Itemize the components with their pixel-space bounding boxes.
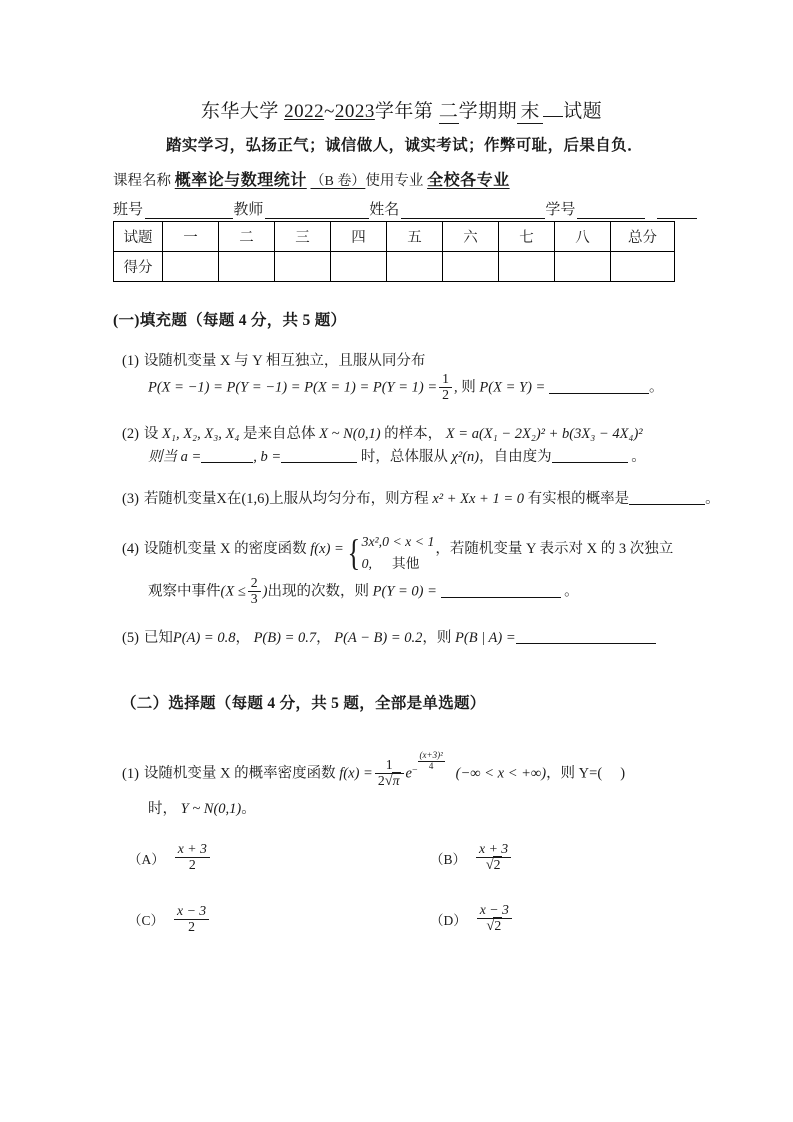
question-1-3-number: (3) [122,491,139,508]
q2-1-text-a: 设随机变量 X 的概率密度函数 [143,765,336,782]
class-field[interactable] [145,203,233,219]
q2-from: 是来自总体 [243,426,316,443]
question-1-3 [113,488,720,510]
column-header-5: 五 [387,222,443,252]
q2-a-label: 则当 a = [148,448,202,465]
q4-ask: P(Y = 0) = [372,583,437,600]
q2-1-exp-numerator: (x+3)² [419,750,443,761]
q4-case-2-value: 0, [361,556,372,572]
major-value: 全校各专业 [427,172,510,189]
question-1-4-line-2 [122,576,680,607]
question-1-2-line-1 [122,423,680,445]
paper-label: 试题 [563,101,603,122]
choice-row-ab [122,842,680,874]
choice-b-fraction [476,842,511,874]
q2-1-close-paren: ) [620,765,626,782]
q1-py-neg1: P(Y = −1) = [226,380,301,397]
q4-line2-b: 出现的次数，则 [267,583,370,600]
q4-case-2-row [362,553,435,576]
score-cell-total[interactable] [611,252,675,282]
row-header-scores: 得分 [114,252,163,282]
q4-case-1: 3x²,0 < x < 1 [361,533,435,549]
choice-d[interactable] [428,903,514,935]
score-table [113,221,675,282]
question-1-1-number: (1) [122,353,139,369]
q2-1-period: 。 [241,800,256,817]
column-header-total: 总分 [611,222,675,252]
q2-1-domain: (−∞ < x < +∞) [455,765,547,782]
q3-answer-blank[interactable] [629,491,705,505]
score-cell-8[interactable] [555,252,611,282]
table-row-questions [114,222,675,252]
choice-d-fraction [477,903,512,935]
q5-ask: P(B | A) = [455,629,516,646]
q1-then: 则 [461,380,476,397]
q1-frac-denominator: 2 [439,387,452,403]
identity-row [113,198,697,219]
column-header-8: 八 [555,222,611,252]
q3-text-a: 若随机变量X在(1,6)上服从均匀分布，则方程 [143,491,429,508]
question-1-5 [113,627,680,649]
column-header-2: 二 [219,222,275,252]
column-header-1: 一 [163,222,219,252]
student-id-field-extra[interactable] [657,203,697,219]
q1-px-1: P(X = 1) = [304,380,370,397]
q4-period: 。 [564,583,579,600]
question-1-1-line-1 [122,350,680,372]
question-2-1-choices [113,842,680,935]
name-field[interactable] [401,203,545,219]
question-1-5-number: (5) [122,629,139,646]
q4-event-frac-denominator: 3 [248,591,261,607]
q4-piecewise-function [345,531,435,576]
sqrt-icon: √2 [486,918,502,935]
score-cell-6[interactable] [443,252,499,282]
left-brace-icon: { [347,531,361,573]
q2-1-exp-sign: − [411,764,418,776]
choice-a-denominator: 2 [175,857,210,873]
column-header-6: 六 [443,222,499,252]
choice-d-numerator: x − 3 [479,902,509,918]
page-content [113,96,720,935]
q2-text-when: 时，总体服从 [360,448,448,465]
question-1-2-number: (2) [122,426,139,443]
question-1-5-line-1: (5) 已知P(A) = 0.8， P(B) = 0.7， P(A − B) = 0.2，则 P(B | A) = [122,627,680,649]
q3-text-b: 有实根的概率是 [527,491,630,508]
question-1-2-line-2 [122,446,680,468]
question-1-1 [113,350,680,403]
q2-lead: 设 [143,426,159,443]
q2-distribution: X ~ N(0,1) [319,426,381,443]
q5-then: ，则 [422,629,452,646]
q1-ask: P(X = Y) = [479,380,546,397]
q4-event-open: (X ≤ [220,583,246,600]
q1-period: 。 [648,380,664,397]
choice-c-fraction [174,904,209,935]
choice-b-denominator [476,857,511,874]
academic-year-label: 学年第 [374,101,434,122]
q2-1-coef-den-prefix: 2 [377,772,385,788]
q2-chi-square: χ²(n) [451,448,480,465]
course-line [113,167,680,190]
choice-c-tag: （C） [128,913,165,929]
choice-a-fraction [175,842,210,873]
section-two-heading: （二）选择题（每题 4 分，共 5 题，全部是单选题） [121,695,486,713]
q4-cases [362,531,435,576]
q4-text-b: ，若随机变量 Y 表示对 X 的 3 次独立 [435,540,674,557]
score-cell-5[interactable] [387,252,443,282]
choice-d-tag: （D） [430,913,467,929]
q2-1-coefficient-fraction [375,758,404,790]
q1-probability-fraction [439,372,452,403]
exam-motto: 踏实学习，弘扬正气；诚信做人，诚实考试；作弊可耻，后果自负． [165,137,643,154]
q2-1-then: ，则 Y=( [546,765,603,782]
university-name: 东华大学 [200,101,279,122]
score-cell-7[interactable] [499,252,555,282]
name-label: 姓名 [369,202,400,218]
section-one-heading: (一)填充题（每题 4 分，共 5 题） [113,312,347,329]
choice-d-denominator [477,918,512,935]
exam-title [113,96,680,124]
q1-py-1: P(Y = 1) = [372,380,438,397]
question-2-1-number: (1) [122,765,139,782]
student-id-label: 学号 [545,202,576,218]
question-2-1-line-1 [122,751,680,789]
q4-event-frac-numerator: 2 [250,575,258,591]
row-header-questions: 试题 [114,222,163,252]
question-2-1-line-2 [122,798,680,820]
q2-a-blank[interactable] [201,449,253,463]
choice-a[interactable] [122,842,428,874]
q2-1-exponent-fraction [418,751,445,772]
paper-volume: （B 卷） [310,174,366,189]
q5-p-a: P(A) = 0.8 [172,629,236,646]
course-label: 课程名称 [113,173,171,189]
q2-1-e: e [405,765,412,782]
q1-answer-blank[interactable] [549,380,649,394]
teacher-field[interactable] [265,203,369,219]
choice-c-numerator: x − 3 [177,902,207,918]
q2-1-line2-dist: Y ~ N(0,1) [180,800,242,817]
term-value: 二 [439,96,459,124]
q4-event-close: ) [262,583,268,600]
q2-1-coef-den-radicand: π [392,772,400,788]
choice-b[interactable] [428,842,513,874]
question-1-1-text: 设随机变量 X 与 Y 相互独立，且服从同分布 [143,353,426,369]
score-cell-2[interactable] [219,252,275,282]
q4-case-2-condition: 其他 [391,556,420,572]
q2-1-line2-a: 时， [148,800,177,817]
question-1-4-number: (4) [122,540,139,557]
choice-b-tag: （B） [430,851,467,867]
q3-period: 。 [705,491,720,508]
year-tilde: ~ [324,101,335,122]
q1-px-neg1: P(X = −1) = [148,380,223,397]
choice-c-denominator: 2 [174,919,209,935]
sqrt-icon: √2 [485,856,501,873]
q2-dof-label: ，自由度为 [479,448,552,465]
choice-row-cd [122,903,680,935]
q2-1-exp-denominator: 4 [418,761,445,772]
year-start: 2022 [284,101,325,122]
q2-b-blank[interactable] [281,449,357,463]
q5-known: 已知 [143,629,173,646]
question-1-4-line-1 [122,531,680,576]
choice-d-radicand: 2 [494,918,502,934]
q3-equation: x² + Xx + 1 = 0 [432,491,524,508]
student-id-field[interactable] [577,203,644,219]
question-1-1-line-2: P(X = −1) = P(Y = −1) = P(X = 1) = P(Y = 1) = $\frac{1}{2}$ , 则 P(X = Y) = 。 [148,371,664,403]
teacher-label: 教师 [233,202,264,218]
score-cell-1[interactable] [163,252,219,282]
column-header-7: 七 [499,222,555,252]
q2-1-coef-denominator [375,773,404,790]
q2-of-sample: 的样本， [384,426,443,443]
q2-1-coef-numerator: 1 [385,757,393,772]
question-1-4 [113,531,680,607]
q4-text-a: 设随机变量 X 的密度函数 [143,540,307,557]
choice-b-numerator: x + 3 [479,840,509,856]
year-end: 2023 [334,101,375,122]
q1-frac-numerator: 1 [442,371,450,387]
major-label: 使用专业 [365,173,424,189]
score-cell-4[interactable] [331,252,387,282]
exam-type-value: 末 [517,96,543,124]
column-header-4: 四 [331,222,387,252]
question-2-1 [113,751,680,820]
q4-event-fraction [248,576,261,607]
q4-answer-blank[interactable] [441,584,561,598]
q2-1-fx: f(x) = [339,765,373,782]
term-label: 学期期 [458,101,518,122]
q2-sample-vars: X₁, X₂, X₃, X₄ [162,426,240,443]
choice-b-radicand: 2 [493,856,501,872]
question-1-3-line-1 [122,488,720,510]
q2-period: 。 [631,448,646,465]
q2-expression: X = a(X₁ − 2X₂)² + b(3X₃ − 4X₄)² [445,426,643,443]
choice-a-tag: （A） [128,851,165,867]
column-header-3: 三 [275,222,331,252]
q2-dof-blank[interactable] [552,449,628,463]
question-1-2 [113,423,680,468]
class-label: 班号 [113,202,144,218]
choice-c[interactable] [122,903,428,935]
q5-p-b: P(B) = 0.7 [253,629,317,646]
q4-line2-a: 观察中事件 [148,583,221,600]
score-cell-3[interactable] [275,252,331,282]
table-row-scores [114,252,675,282]
choice-a-numerator: x + 3 [177,841,207,857]
q4-fx: f(x) = [310,540,344,557]
q5-answer-blank[interactable] [516,630,656,644]
exam-type-extra-blank [543,116,563,117]
sqrt-icon: √π [384,772,400,789]
q2-b-label: , b = [253,448,282,465]
q5-p-a-minus-b: P(A − B) = 0.2 [334,629,423,646]
course-name: 概率论与数理统计 [174,172,307,189]
